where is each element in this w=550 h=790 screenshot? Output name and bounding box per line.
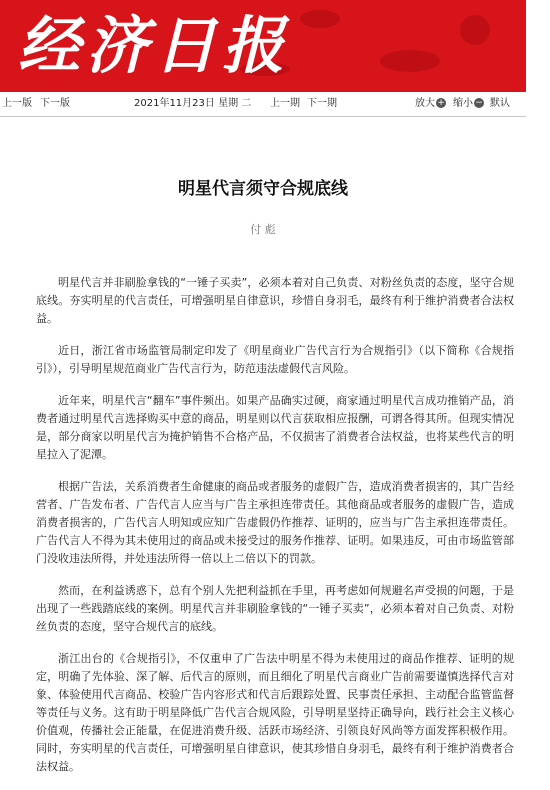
masthead-banner [0,0,526,92]
article-paragraph: 然而，在利益诱惑下，总有个别人先把利益抓在手里，再考虑如何规避名声受损的问题，于是出现了一些践踏底线的案例。明星代言并非刷脸拿钱的“一锤子买卖”，必须本着对自己负责、对粉丝负责的态度，坚守合规代言的底线。 [36,584,514,633]
article-author: 付 彪 [250,223,276,236]
prev-issue-link[interactable]: 上一期 [270,98,300,109]
article-paragraph: 近年来，明星代言“翻车”事件频出。如果产品确实过硬，商家通过明星代言成功推销产品，消费者通过明星代言选择购买中意的商品，明星则以代言获取相应报酬，可谓各得其所。但现实情况是，部分商家以明星代言为掩护销售不合格产品，不仅损害了消费者合法权益，也将某些代言的明星拉入了泥潭。 [36,394,514,461]
toolbar-divider [0,116,526,117]
newspaper-logo: 经济日报 [18,9,291,82]
minus-circle-icon: − [475,98,483,108]
edition-toolbar [0,94,526,114]
article-paragraph: 近日，浙江省市场监管局制定印发了《明星商业广告代言行为合规指引》（以下简称《合规指引》），引导明星规范商业广告代言行为，防范违法虚假代言风险。 [36,344,514,375]
article-paragraph: 明星代言并非刷脸拿钱的“一锤子买卖”，必须本着对自己负责、对粉丝负责的态度，坚守合规底线。夯实明星的代言责任，可增强明星自律意识，珍惜自身羽毛，最终有利于维护消费者合法权益。 [36,276,514,325]
article-paragraph: 根据广告法，关系消费者生命健康的商品或者服务的虚假广告，造成消费者损害的，其广告经营者、广告发布者、广告代言人应当与广告主承担连带责任。其他商品或者服务的虚假广告，造成消费者损害的，广告代言人明知或应知广告虚假仍作推荐、证明的，应当与广告主承担连带责任。广告代言人不得为其未使用过的商品或未接受过的服务作推荐、证明。如果违反，可由市场监管部门没收违法所得，并处违法所得一倍以上二倍以下的罚款。 [36,480,514,565]
zoom-out-button[interactable] [453,94,484,114]
default-size-button[interactable] [490,94,510,114]
plus-circle-icon: + [437,98,445,108]
article-title: 明星代言须守合规底线 [178,179,348,199]
next-issue-link[interactable]: 下一期 [307,98,337,109]
page-scroll-gutter [530,0,550,743]
prev-edition-link[interactable]: 上一版 [2,98,32,109]
article-body [36,274,514,790]
default-size-label: 默认 [490,98,510,109]
zoom-in-label: 放大 [415,98,435,109]
zoom-out-label: 缩小 [453,98,473,109]
next-edition-link[interactable]: 下一版 [40,98,70,109]
issue-date: 2021年11月23日 星期 二 [134,98,252,109]
article-paragraph: 浙江出台的《合规指引》，不仅重申了广告法中明星不得为未使用过的商品作推荐、证明的规定，明确了先体验、深了解、后代言的原则，而且细化了明星代言商业广告前需要谨慎选择代言对象、体验使用代言商品、校验广告内容形式和代言后跟踪处置、民事责任承担、主动配合监管监督等责任与义务。这有助于明星降低广告代言合规风险，引导明星坚持正确导向，践行社会主义核心价值观，传播社会正能量，在促进消费升级、活跃市场经济、引领良好风尚等方面发挥积极作用。同时，夯实明星的代言责任，可增强明星自律意识，使其珍惜自身羽毛，最终有利于维护消费者合法权益。 [36,652,514,773]
zoom-in-button[interactable] [415,94,446,114]
